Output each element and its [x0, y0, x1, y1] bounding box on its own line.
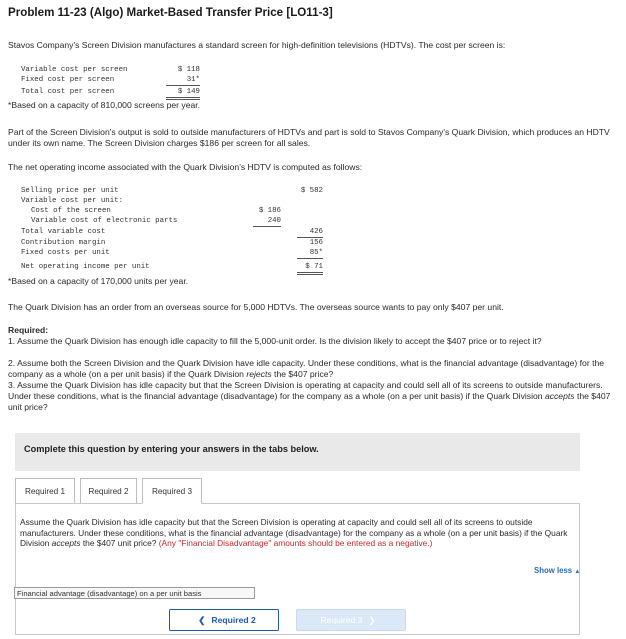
income-value: 240 — [267, 217, 281, 225]
tab-required-3[interactable]: Required 3 — [142, 478, 202, 504]
income-label: Variable cost per unit: — [21, 197, 124, 205]
problem-title: Problem 11-23 (Algo) Market-Based Transfer Price [LO11-3] — [8, 6, 333, 19]
cost-row-label: Variable cost per screen — [21, 66, 128, 74]
para-overseas-order: The Quark Division has an order from an overseas source for 5,000 HDTVs. The overseas source wants to pay only $407 per unit. — [8, 302, 504, 312]
prev-button-label: Required 2 — [211, 615, 256, 625]
cost-row-value: $ 149 — [177, 88, 200, 96]
negative-amount-note: (Any "Financial Disadvantage" amounts should be entered as a negative.) — [158, 538, 433, 548]
required-item-2-emphasis: rejects — [246, 369, 272, 379]
cost-row-label: Total cost per screen — [21, 88, 115, 96]
show-less-label: Show less — [534, 566, 573, 575]
caret-up-icon: ▲ — [574, 569, 581, 575]
cost-footnote: *Based on a capacity of 810,000 screens per year. — [8, 100, 201, 110]
income-footnote: *Based on a capacity of 170,000 units per year. — [8, 276, 189, 286]
divider — [297, 258, 323, 259]
required-item-2-text-end: the $407 price? — [271, 369, 334, 379]
chevron-right-icon: ❯ — [368, 614, 376, 625]
income-value: 156 — [309, 239, 323, 247]
question-emphasis: accepts — [51, 538, 81, 548]
income-label: Net operating income per unit — [21, 263, 150, 271]
question-text: Assume the Quark Division has idle capacity but that the Screen Division is operating at capacity and could sell all of its screens to outside manufacturers. Under these conditions, what is the financial advantage (disadvantage) for the company as a whole (on a per unit basis) if the Quark Division — [20, 517, 568, 548]
income-label: Variable cost of electronic parts — [31, 217, 178, 225]
instruction-text: Complete this question by entering your answers in the tabs below. — [24, 444, 319, 454]
income-label: Contribution margin — [21, 239, 106, 247]
required-item-2 — [8, 358, 623, 380]
required-item-3-text: 3. Assume the Quark Division has idle capacity but that the Screen Division is operating at capacity and could sell all of its screens to outside manufacturers. Under these conditions, what is the financial advantage (disadvantage) for the company as a whole (on a per unit basis) if the Quark Division — [8, 380, 603, 401]
required-item-1: 1. Assume the Quark Division has enough idle capacity to fill the 5,000-unit order. Is the division likely to accept the $407 price or to reject it? — [8, 336, 542, 346]
divider — [166, 97, 200, 98]
tab-required-1[interactable]: Required 1 — [15, 478, 75, 504]
income-value: 426 — [309, 228, 323, 236]
required-item-3 — [8, 380, 623, 413]
income-label: Cost of the screen — [31, 207, 111, 215]
divider — [253, 226, 281, 227]
income-label: Fixed costs per unit — [21, 249, 110, 257]
required-item-3-emphasis: accepts — [544, 391, 575, 401]
required-heading: Required: — [8, 325, 49, 335]
divider — [297, 274, 323, 275]
divider — [166, 85, 200, 86]
show-less-link[interactable] — [534, 566, 580, 575]
intro-text: Stavos Company's Screen Division manufactures a standard screen for high-definition televisions (HDTVs). The cost per screen is: — [8, 40, 506, 50]
income-label: Total variable cost — [21, 228, 106, 236]
next-button-label: Required 3 — [320, 615, 363, 625]
prev-button[interactable] — [169, 609, 279, 631]
cost-row-value: $ 118 — [177, 66, 200, 74]
cost-row-label: Fixed cost per screen — [21, 76, 115, 84]
next-button[interactable] — [296, 609, 406, 631]
income-label: Selling price per unit — [21, 187, 119, 195]
divider — [297, 272, 323, 273]
para-screen-division: Part of the Screen Division's output is sold to outside manufacturers of HDTVs and part is sold to Stavos Company's Quark Division, which produces an HDTV under its own name. The Screen Division charges $186 per screen for all sales. — [8, 127, 610, 148]
question-text-end: the $407 unit price? — [80, 538, 159, 548]
answer-label-row: Financial advantage (disadvantage) on a per unit basis — [14, 587, 255, 599]
income-value: 85* — [309, 249, 323, 257]
cost-row-value: 31* — [186, 76, 200, 84]
tab-required-2[interactable]: Required 2 — [80, 478, 137, 504]
income-value: $ 71 — [305, 263, 323, 271]
required-item-2-text: 2. Assume both the Screen Division and the Quark Division have idle capacity. Under these conditions, what is the financial advantage (disadvantage) for the company as a whole (on a per unit basis) if the Quark Division — [8, 358, 605, 379]
income-value: $ 582 — [300, 187, 323, 195]
tab-question-text — [20, 517, 575, 549]
para-income-intro: The net operating income associated with the Quark Division's HDTV is computed as follows: — [8, 162, 363, 172]
chevron-left-icon: ❮ — [198, 614, 206, 625]
required-item-3-text-end: the $407 unit price? — [8, 391, 611, 412]
income-value: $ 186 — [258, 207, 281, 215]
